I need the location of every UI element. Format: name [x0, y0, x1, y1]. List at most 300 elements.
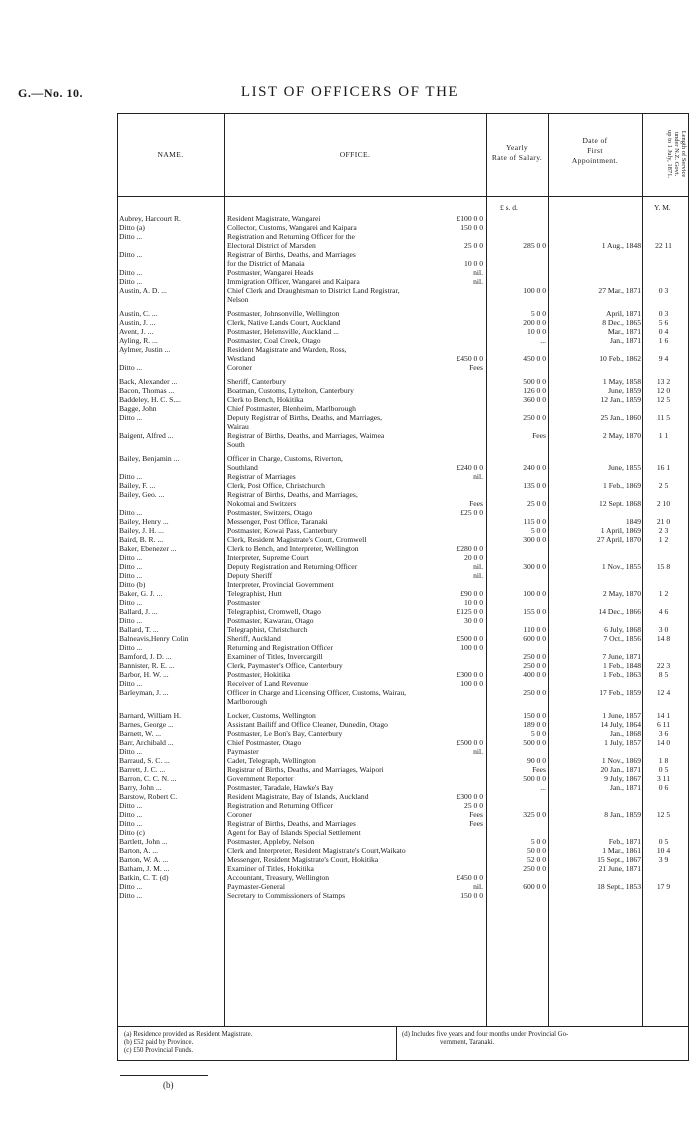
yearly-salary: 450 0 0	[523, 354, 546, 363]
length-of-service: 21 0	[656, 517, 671, 526]
office-title: Government Reporter	[227, 774, 294, 783]
yearly-salary: 600 0 0	[523, 882, 546, 891]
appointment-date: 1 Feb., 1848	[603, 661, 641, 670]
office-title: Accountant, Treasury, Wellington £450 0 0	[227, 873, 483, 882]
column-header-length: Length of Service under N.Z. Govt. up to 1 July, 1871.	[666, 130, 687, 178]
office-amount: nil.	[473, 562, 483, 571]
yearly-salary: ...	[540, 783, 546, 792]
table-row	[0, 309, 700, 318]
length-of-service: 12 5	[656, 810, 671, 819]
length-units: Y. M.	[654, 203, 671, 212]
appointment-date: 1 Aug., 1848	[601, 241, 641, 250]
office-amount: nil.	[473, 882, 483, 891]
officer-name: Austin, J. ...	[119, 318, 156, 327]
office-title: South	[227, 440, 245, 449]
office-title: Registrar of Births, Deaths, and Marriages, Waimea	[227, 431, 385, 440]
table-row	[0, 490, 700, 499]
officer-name: Ditto ...	[119, 508, 143, 517]
office-title: Assistant Bailiff and Office Cleaner, Dunedin, Otago	[227, 720, 388, 729]
office-title: Officer in Charge and Licensing Officer, Customs, Wairau,	[227, 688, 407, 697]
table-row	[0, 598, 700, 607]
yearly-salary: 10 0 0	[527, 327, 546, 336]
appointment-date: Jan., 1871	[609, 783, 641, 792]
appointment-date: Jan., 1868	[609, 729, 641, 738]
table-row	[0, 454, 700, 463]
officer-name: Barstow, Robert C.	[119, 792, 178, 801]
officer-name: Ditto ...	[119, 268, 143, 277]
office-title: Sheriff, Auckland £500 0 0	[227, 634, 483, 643]
length-of-service: 0 5	[658, 837, 669, 846]
officer-name: Barnes, George ...	[119, 720, 174, 729]
office-title: Interpreter, Supreme Court 20 0 0	[227, 553, 483, 562]
office-amount: 150 0 0	[460, 891, 483, 900]
yearly-salary: 285 0 0	[523, 241, 546, 250]
office-amount: £450 0 0	[456, 354, 483, 363]
table-row	[0, 422, 700, 431]
office-title: Immigration Officer, Wangarei and Kaipara nil.	[227, 277, 483, 286]
table-row	[0, 616, 700, 625]
yearly-salary: 100 0 0	[523, 589, 546, 598]
table-row	[0, 720, 700, 729]
office-title: Coroner Fees	[227, 363, 483, 372]
office-title: Registrar of Births, Deaths, and Marriages, Waipori	[227, 765, 384, 774]
office-amount: 25 0 0	[464, 801, 483, 810]
officer-name: Ditto ...	[119, 277, 143, 286]
office-title: Deputy Registration and Returning Officer nil.	[227, 562, 483, 571]
office-title: Cadet, Telegraph, Wellington	[227, 756, 316, 765]
yearly-salary: 110 0 0	[523, 625, 546, 634]
yearly-salary: ...	[540, 336, 546, 345]
office-amount: nil.	[473, 571, 483, 580]
office-title: Resident Magistrate and Warden, Ross,	[227, 345, 347, 354]
officer-name: Bailey, F. ...	[119, 481, 156, 490]
table-row	[0, 286, 700, 295]
office-amount: Fees	[469, 810, 483, 819]
length-of-service: 0 3	[658, 286, 669, 295]
table-row	[0, 517, 700, 526]
office-title: Deputy Sheriff nil.	[227, 571, 483, 580]
table-row	[0, 363, 700, 372]
yearly-salary: 250 0 0	[523, 864, 546, 873]
table-row	[0, 571, 700, 580]
office-amount: £100 0 0	[456, 214, 483, 223]
office-title: Receiver of Land Revenue 100 0 0	[227, 679, 483, 688]
length-of-service: 4 6	[658, 607, 669, 616]
office-title: Registrar of Births, Deaths, and Marriages	[227, 250, 356, 259]
table-row	[0, 472, 700, 481]
table-row	[0, 268, 700, 277]
office-title: Secretary to Commissioners of Stamps 150 0 0	[227, 891, 483, 900]
office-title: Resident Magistrate, Bay of Islands, Auckland £300 0 0	[227, 792, 483, 801]
table-row	[0, 891, 700, 900]
office-title: Marlborough	[227, 697, 268, 706]
office-title: Southland £240 0 0	[227, 463, 483, 472]
table-row	[0, 792, 700, 801]
table-row	[0, 214, 700, 223]
yearly-salary: 135 0 0	[523, 481, 546, 490]
officer-name: Baker, G. J. ...	[119, 589, 163, 598]
office-title: Nelson	[227, 295, 249, 304]
yearly-salary: 100 0 0	[523, 286, 546, 295]
table-row	[0, 670, 700, 679]
officer-name: Ditto ...	[119, 250, 143, 259]
officer-name: Ditto ...	[119, 571, 143, 580]
office-title: Clerk, Post Office, Christchurch	[227, 481, 325, 490]
yearly-salary: 500 0 0	[523, 774, 546, 783]
officer-name: Ditto ...	[119, 232, 143, 241]
column-header-salary: Yearly Rate of Salary.	[491, 143, 543, 162]
office-title: Registration and Returning Officer 25 0 0	[227, 801, 483, 810]
office-amount: £240 0 0	[456, 463, 483, 472]
office-title: Postmaster 10 0 0	[227, 598, 483, 607]
yearly-salary: 155 0 0	[523, 607, 546, 616]
officer-name: Ditto ...	[119, 819, 143, 828]
appointment-date: 25 Jan., 1860	[600, 413, 641, 422]
length-of-service: 2 10	[656, 499, 671, 508]
length-of-service: 13 2	[656, 377, 671, 386]
yearly-salary: 25 0 0	[527, 499, 546, 508]
officer-name: Aubrey, Harcourt R.	[119, 214, 181, 223]
office-title: Messenger, Post Office, Taranaki	[227, 517, 328, 526]
yearly-salary: 250 0 0	[523, 688, 546, 697]
officer-name: Bartlett, John ...	[119, 837, 168, 846]
yearly-salary: 250 0 0	[523, 413, 546, 422]
officer-name: Ditto ...	[119, 643, 143, 652]
table-row	[0, 259, 700, 268]
officer-name: Barton, A. ...	[119, 846, 159, 855]
office-title: Postmaster, Helensville, Auckland ...	[227, 327, 339, 336]
table-row	[0, 440, 700, 449]
officer-name: Bagge, John	[119, 404, 157, 413]
office-title: Officer in Charge, Customs, Riverton,	[227, 454, 343, 463]
officer-name: Barr, Archibald ...	[119, 738, 174, 747]
yearly-salary: 115 0 0	[523, 517, 546, 526]
appointment-date: 8 Jan., 1859	[604, 810, 641, 819]
yearly-salary: Fees	[532, 431, 546, 440]
table-row	[0, 345, 700, 354]
office-amount: 20 0 0	[464, 553, 483, 562]
officer-name: Bamford, J. D. ...	[119, 652, 172, 661]
length-of-service: 3 6	[658, 729, 669, 738]
yearly-salary: Fees	[532, 765, 546, 774]
office-title: Boatman, Customs, Lyttelton, Canterbury	[227, 386, 354, 395]
yearly-salary: 500 0 0	[523, 377, 546, 386]
table-row	[0, 756, 700, 765]
officer-name: Bailey, Henry ...	[119, 517, 169, 526]
yearly-salary: 600 0 0	[523, 634, 546, 643]
table-row	[0, 711, 700, 720]
office-amount: £450 0 0	[456, 873, 483, 882]
appointment-date: 1 Nov., 1869	[601, 756, 641, 765]
length-of-service: 10 4	[656, 846, 671, 855]
table-row	[0, 846, 700, 855]
length-of-service: 1 1	[658, 431, 669, 440]
table-row	[0, 250, 700, 259]
appointment-date: 10 Feb., 1862	[599, 354, 641, 363]
office-title: Postmaster, Appleby, Nelson	[227, 837, 315, 846]
yearly-salary: 500 0 0	[523, 738, 546, 747]
officer-name: Austin, A. D. ...	[119, 286, 167, 295]
footnote-c: (c) £50 Provincial Funds.	[124, 1047, 194, 1054]
office-title: Clerk to Bench, Hokitika	[227, 395, 304, 404]
office-title: Registration and Returning Officer for the	[227, 232, 355, 241]
table-row	[0, 837, 700, 846]
appointment-date: 14 July, 1864	[600, 720, 641, 729]
length-of-service: 3 0	[658, 625, 669, 634]
officer-name: Batham, J. M. ...	[119, 864, 170, 873]
officer-name: Baddeley, H. C. S....	[119, 395, 181, 404]
footnotes-right	[402, 1031, 672, 1047]
appointment-date: Jan., 1871	[609, 336, 641, 345]
officer-name: Back, Alexander ...	[119, 377, 178, 386]
table-row	[0, 553, 700, 562]
office-amount: Fees	[469, 499, 483, 508]
office-title: Postmaster, Hokitika £300 0 0	[227, 670, 483, 679]
officer-name: Ditto ...	[119, 891, 143, 900]
office-title: Chief Clerk and Draughtsman to District Land Registrar,	[227, 286, 400, 295]
office-amount: Fees	[469, 363, 483, 372]
table-row	[0, 729, 700, 738]
officer-name: Avent, J. ...	[119, 327, 154, 336]
table-row	[0, 535, 700, 544]
officer-name: Batkin, C. T. (d)	[119, 873, 169, 882]
table-row	[0, 318, 700, 327]
length-of-service: 11 5	[656, 413, 670, 422]
office-title: Registrar of Marriages nil.	[227, 472, 483, 481]
officer-name: Ditto ...	[119, 616, 143, 625]
officer-name: Bannister, R. E. ...	[119, 661, 175, 670]
table-row	[0, 688, 700, 697]
office-title: Postmaster, Wangarei Heads nil.	[227, 268, 483, 277]
length-of-service: 12 5	[656, 395, 671, 404]
officer-name: Austin, C. ...	[119, 309, 158, 318]
office-title: Westland £450 0 0	[227, 354, 483, 363]
table-row	[0, 783, 700, 792]
officer-name: Barry, John ...	[119, 783, 162, 792]
length-of-service: 22 11	[655, 241, 672, 250]
office-title: Paymaster nil.	[227, 747, 483, 756]
office-amount: 100 0 0	[460, 643, 483, 652]
appointment-date: 18 Sept., 1853	[597, 882, 641, 891]
officer-name: Barnett, W. ...	[119, 729, 161, 738]
office-title: Paymaster-General nil.	[227, 882, 483, 891]
appointment-date: Feb., 1871	[608, 837, 641, 846]
appointment-date: Mar., 1871	[607, 327, 641, 336]
length-of-service: 17 9	[656, 882, 671, 891]
table-row	[0, 354, 700, 363]
length-of-service: 2 3	[658, 526, 669, 535]
footnote-d-cont: vernment, Taranaki.	[440, 1039, 495, 1046]
office-amount: £125 0 0	[456, 607, 483, 616]
table-row	[0, 855, 700, 864]
table-row	[0, 431, 700, 440]
officer-name: Ditto (b)	[119, 580, 146, 589]
table-row	[0, 580, 700, 589]
officer-name: Baird, B. R. ...	[119, 535, 164, 544]
table-row	[0, 562, 700, 571]
office-title: Clerk, Resident Magistrate's Court, Cromwell	[227, 535, 367, 544]
office-title: Coroner Fees	[227, 810, 483, 819]
table-row	[0, 232, 700, 241]
office-amount: 30 0 0	[464, 616, 483, 625]
officer-name: Balneavis,Henry Colin	[119, 634, 189, 643]
table-row	[0, 747, 700, 756]
yearly-salary: 250 0 0	[523, 652, 546, 661]
table-row	[0, 463, 700, 472]
appointment-date: 20 Jan., 1871	[600, 765, 641, 774]
officer-name: Barrett, J. C. ...	[119, 765, 166, 774]
table-row	[0, 404, 700, 413]
appointment-date: 9 July, 1867	[604, 774, 641, 783]
officer-name: Baigent, Alfred ...	[119, 431, 174, 440]
table-row	[0, 819, 700, 828]
office-title: Postmaster, Switzers, Otago £25 0 0	[227, 508, 483, 517]
yearly-salary: 325 0 0	[523, 810, 546, 819]
office-title: Clerk to Bench, and Interpreter, Wellington £280 0 0	[227, 544, 483, 553]
office-title: Examiner of Titles, Hokitika	[227, 864, 314, 873]
officer-rows	[0, 214, 700, 900]
appointment-date: 1 May, 1858	[602, 377, 641, 386]
length-of-service: 3 11	[656, 774, 670, 783]
table-row	[0, 386, 700, 395]
appointment-date: 8 Dec., 1865	[602, 318, 641, 327]
office-title: Clerk, Paymaster's Office, Canterbury	[227, 661, 343, 670]
officer-name: Ditto (a)	[119, 223, 145, 232]
officer-name: Ditto (c)	[119, 828, 145, 837]
footnote-a: (a) Residence provided as Resident Magistrate.	[124, 1031, 253, 1038]
office-amount: £90 0 0	[460, 589, 483, 598]
appointment-date: 1 Nov., 1855	[601, 562, 641, 571]
office-amount: nil.	[473, 472, 483, 481]
office-title: Telegraphist, Cromwell, Otago £125 0 0	[227, 607, 483, 616]
office-amount: 10 0 0	[464, 259, 483, 268]
office-amount: Fees	[469, 819, 483, 828]
length-of-service: 14 0	[656, 738, 671, 747]
page-mark: (b)	[163, 1080, 174, 1090]
officer-name: Barron, C. C. N. ...	[119, 774, 177, 783]
office-title: Postmaster, Coal Creek, Otago	[227, 336, 321, 345]
yearly-salary: 400 0 0	[523, 670, 546, 679]
office-title: Nokomai and Switzers Fees	[227, 499, 483, 508]
office-amount: £25 0 0	[460, 508, 483, 517]
table-row	[0, 589, 700, 598]
office-amount: 150 0 0	[460, 223, 483, 232]
table-row	[0, 481, 700, 490]
yearly-salary: 50 0 0	[527, 846, 546, 855]
table-row	[0, 607, 700, 616]
length-of-service: 6 11	[656, 720, 670, 729]
appointment-date: 1 July, 1857	[604, 738, 641, 747]
appointment-date: 1 June, 1857	[602, 711, 641, 720]
appointment-date: 21 June, 1871	[598, 864, 641, 873]
office-amount: 100 0 0	[460, 679, 483, 688]
officer-name: Bailey, J. H. ...	[119, 526, 164, 535]
table-row	[0, 508, 700, 517]
office-amount: nil.	[473, 268, 483, 277]
header-divider	[117, 196, 689, 197]
officer-name: Ditto ...	[119, 363, 143, 372]
footnotes-left	[124, 1031, 252, 1055]
table-row	[0, 241, 700, 250]
office-title: Registrar of Births, Deaths, and Marriages,	[227, 490, 358, 499]
appointment-date: June, 1855	[608, 463, 641, 472]
appointment-date: 12 Sept. 1868	[599, 499, 641, 508]
officer-name: Ditto ...	[119, 553, 143, 562]
table-row	[0, 395, 700, 404]
officer-name: Ditto ...	[119, 562, 143, 571]
officer-name: Ditto ...	[119, 679, 143, 688]
officer-name: Bacon, Thomas ...	[119, 386, 175, 395]
length-of-service: 14 1	[656, 711, 671, 720]
yearly-salary: 5 0 0	[530, 729, 546, 738]
table-row	[0, 828, 700, 837]
table-row	[0, 652, 700, 661]
length-of-service: 2 5	[658, 481, 669, 490]
table-row	[0, 336, 700, 345]
table-row	[0, 377, 700, 386]
officer-name: Barraud, S. C. ...	[119, 756, 170, 765]
appointment-date: 1 Mar., 1861	[602, 846, 641, 855]
appointment-date: 7 June, 1871	[602, 652, 641, 661]
length-of-service: 5 6	[658, 318, 669, 327]
table-row	[0, 413, 700, 422]
length-of-service: 12 4	[656, 688, 671, 697]
yearly-salary: 5 0 0	[530, 309, 546, 318]
officer-name: Barnard, William H.	[119, 711, 181, 720]
office-amount: £500 0 0	[456, 738, 483, 747]
length-of-service: 15 8	[656, 562, 671, 571]
officer-name: Ballard, J. ...	[119, 607, 158, 616]
office-title: Postmaster, Kawarau, Otago 30 0 0	[227, 616, 483, 625]
office-amount: nil.	[473, 747, 483, 756]
appointment-date: 7 Oct., 1856	[603, 634, 641, 643]
document-reference: G.—No. 10.	[18, 86, 83, 100]
officer-name: Baker, Ebenezer ...	[119, 544, 177, 553]
appointment-date: 17 Feb., 1859	[599, 688, 641, 697]
length-of-service: 0 6	[658, 783, 669, 792]
footnote-divider	[396, 1027, 397, 1061]
table-row	[0, 679, 700, 688]
officer-name: Ditto ...	[119, 598, 143, 607]
length-of-service: 1 2	[658, 589, 669, 598]
table-row	[0, 643, 700, 652]
office-title: Clerk, Native Lands Court, Auckland	[227, 318, 341, 327]
table-row	[0, 765, 700, 774]
office-title: for the District of Manaia 10 0 0	[227, 259, 483, 268]
yearly-salary: 200 0 0	[523, 318, 546, 327]
appointment-date: 1849	[625, 517, 641, 526]
appointment-date: 27 April, 1870	[596, 535, 641, 544]
office-title: Postmaster, Johnsonville, Wellington	[227, 309, 340, 318]
length-of-service: 8 5	[658, 670, 669, 679]
table-row	[0, 882, 700, 891]
office-title: Deputy Registrar of Births, Deaths, and Marriages,	[227, 413, 383, 422]
yearly-salary: 189 0 0	[523, 720, 546, 729]
yearly-salary: 240 0 0	[523, 463, 546, 472]
length-of-service: 14 8	[656, 634, 671, 643]
officer-name: Bailey, Benjamin ...	[119, 454, 180, 463]
table-row	[0, 499, 700, 508]
yearly-salary: 300 0 0	[523, 562, 546, 571]
table-row	[0, 277, 700, 286]
column-header-office: OFFICE.	[339, 150, 371, 159]
office-title: Messenger, Resident Magistrate's Court, Hokitika	[227, 855, 379, 864]
length-of-service: 12 0	[656, 386, 671, 395]
page-title: LIST OF OFFICERS OF THE	[240, 84, 460, 100]
yearly-salary: 250 0 0	[523, 661, 546, 670]
table-row	[0, 774, 700, 783]
table-row	[0, 661, 700, 670]
